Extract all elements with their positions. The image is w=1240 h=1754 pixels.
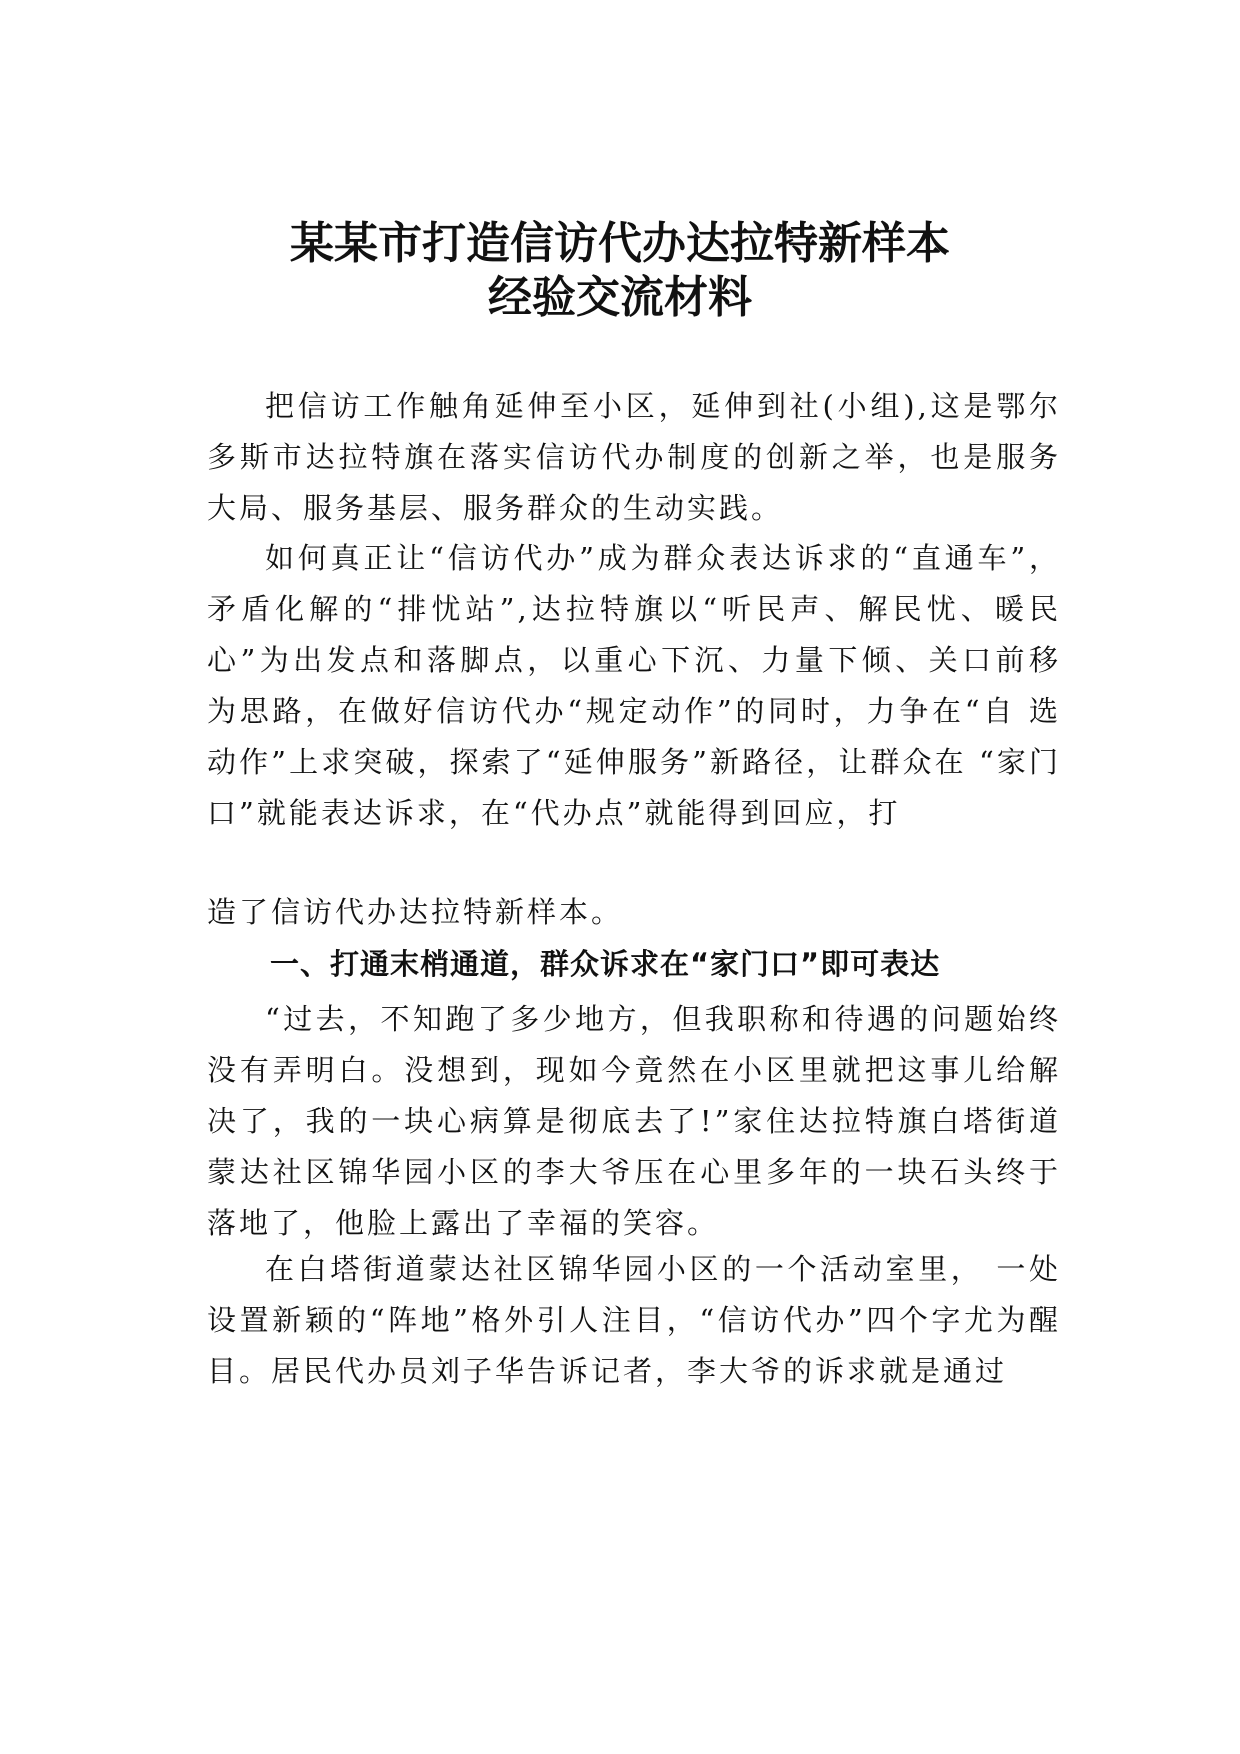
document-title-line-2: 经验交流材料: [488, 272, 752, 323]
paragraph-how-continued: 造了信访代办达拉特新样本。: [207, 895, 624, 929]
paragraph-how: 如何真正让“信访代办”成为群众表达诉求的“直通车”，矛盾化解的“排忧站”,达拉特旗以“听民声、解民忧、暖民 心”为出发点和落脚点，以重心下沉、力量下倾、关口前移 为思路，在做好信访代办“规定动作”的同时，力争在“自 选动作”上求突破，探索了“延伸服务”新路径，让群众在 “家门口”就能表达诉求，在“代办点”就能得到回应，打: [207, 541, 1061, 830]
paragraph-activity-room: 在白塔街道蒙达社区锦华园小区的一个活动室里， 一处设置新颖的“阵地”格外引人注目，“信访代办”四个字尤为醒目。居民代办员刘子华告诉记者，李大爷的诉求就是通过: [207, 1252, 1061, 1388]
document-title-line-1: 某某市打造信访代办达拉特新样本: [290, 218, 950, 269]
paragraph-quote: “过去，不知跑了多少地方，但我职称和待遇的问题始终没有弄明白。没想到，现如今竟然在小区里就把这事儿给解决了，我的一块心病算是彻底去了!”家住达拉特旗白塔街道蒙达社区锦华园小区的李大爷压在心里多年的一块石头终于落地了，他脸上露出了幸福的笑容。: [207, 1002, 1061, 1240]
paragraph-intro: 把信访工作触角延伸至小区，延伸到社(小组),这是鄂尔多斯市达拉特旗在落实信访代办制度的创新之举，也是服务大局、服务基层、服务群众的生动实践。: [207, 389, 1061, 525]
section-1-heading: 一、打通末梢通道，群众诉求在“家门口”即可表达: [270, 947, 941, 981]
